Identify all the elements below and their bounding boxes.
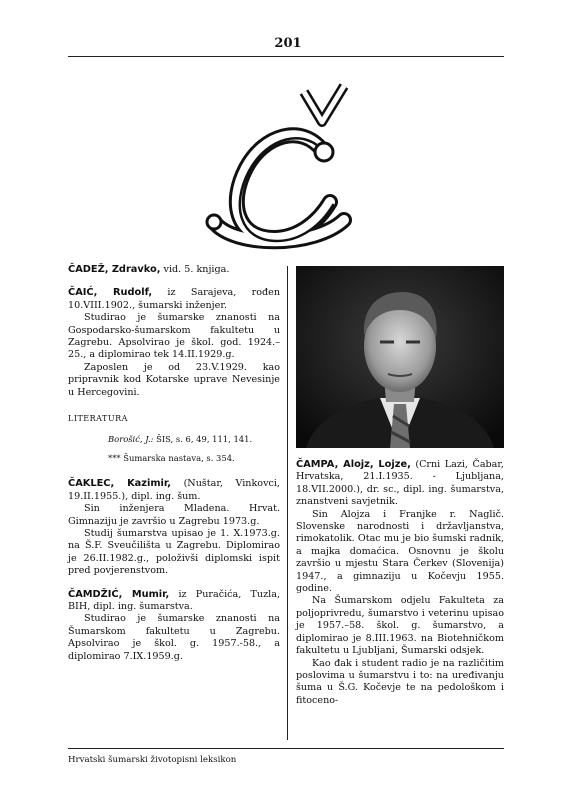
portrait-photo: [296, 266, 504, 448]
footer-title: Hrvatski šumarski životopisni leksikon: [68, 755, 237, 765]
ref-rest: ŠIS, s. 6, 49, 111, 141.: [153, 434, 253, 445]
entry-paragraph: Studirao je šumarske znanosti na Gospodarsko-šumarskom fakultetu u Zagrebu. Apsolvirao je škol. god. 1924.–25., a diplomirao tek 14.II.1929.g.: [68, 312, 280, 361]
entry-paragraph: Na Šumarskom odjelu Fakulteta za poljoprivredu, šumarstvo i veterinu upisao je 1957.–58. škol. g. šumarstvo, a diplomirao je 8.III.1963. na Biotehničkom fakultetu u Ljubljani, Šumarski odsjek.: [296, 595, 504, 657]
entry-intro: (Nuštar, Vinkovci, 19.II.1955.), dipl. ing. šum.: [68, 478, 280, 502]
entry-cadez: [68, 264, 280, 276]
entry-intro: (Crni Lazi, Čabar, Hrvatska, 21.I.1935. - Ljubljana, 18.VII.2000.), dr. sc., dipl. ing. šumarstva, znanstveni savjetnik.: [296, 459, 504, 508]
literature-ref: *** Šumarska nastava, s. 354.: [108, 452, 235, 463]
entry-text: vid. 5. knjiga.: [160, 264, 230, 275]
entry-caklec: [68, 478, 280, 577]
left-column: [68, 264, 280, 674]
ref-author: Borošić, J.:: [108, 434, 154, 445]
entry-campa: [296, 459, 504, 707]
entry-paragraph: Sin inženjera Mladena. Hrvat. Gimnaziju je završio u Zagrebu 1973.g.: [68, 503, 280, 527]
literature-ref: [68, 433, 280, 445]
entry-name: ČAMPA, Alojz, Lojze,: [296, 459, 411, 470]
entry-paragraph: Studij šumarstva upisao je 1. X.1973.g. na Š.F. Sveučilišta u Zagrebu. Diplomirao je 26.II.1982.g., položivši diplomski ispit pred povjerenstvom.: [68, 527, 280, 577]
caron-mark: [304, 86, 344, 122]
entry-paragraph: Zaposlen je od 23.V.1929. kao pripravnik kod Kotarske uprave Nevesinje u Hercegovini.: [68, 361, 280, 398]
entry-name: ČAIĆ, Rudolf,: [68, 287, 153, 299]
top-rule: [68, 56, 504, 57]
page-number: 201: [274, 36, 302, 51]
bottom-rule: [68, 748, 504, 749]
column-divider: [287, 266, 288, 740]
entry-camdzic: [68, 589, 280, 663]
literature-title: LITERATURA: [68, 414, 128, 424]
right-column: [296, 459, 504, 718]
entry-caic: [68, 287, 280, 399]
entry-paragraph: Sin Alojza i Franjke r. Naglič. Slovenske narodnosti i državljanstva, rimokatolik. Otac mu je bio šumski radnik, a majka domaćica. Osnovnu je školu završio u mjestu Stara Čerkev (Slovenija) 1947., a gimnaziju u Kočevju 1955. godine.: [296, 508, 504, 595]
entry-name: ČADEŽ, Zdravko,: [68, 264, 161, 275]
entry-name: ČAKLEC, Kazimir,: [68, 478, 172, 490]
entry-name: ČAMDŽIĆ, Mumir,: [68, 588, 170, 600]
literature-block: [68, 413, 280, 464]
entry-paragraph: Kao đak i student radio je na različitim poslovima u šumarstvu i to: na uređivanju šuma u Š.G. Kočevje te na pedološkom i fitoceno-: [296, 657, 504, 706]
entry-intro: iz Puračića, Tuzla, BIH, dipl. ing. šumarstva.: [68, 588, 280, 612]
entry-paragraph: Studirao je šumarske znanosti na Šumarskom fakultetu u Zagrebu. Apsolvirao je škol. g. 1957.-58., a diplomirao 7.IX.1959.g.: [68, 613, 280, 662]
letter-c-caron-ornament: [194, 72, 374, 252]
entry-intro: iz Sarajeva, rođen 10.VIII.1902., šumarski inženjer.: [68, 287, 280, 311]
